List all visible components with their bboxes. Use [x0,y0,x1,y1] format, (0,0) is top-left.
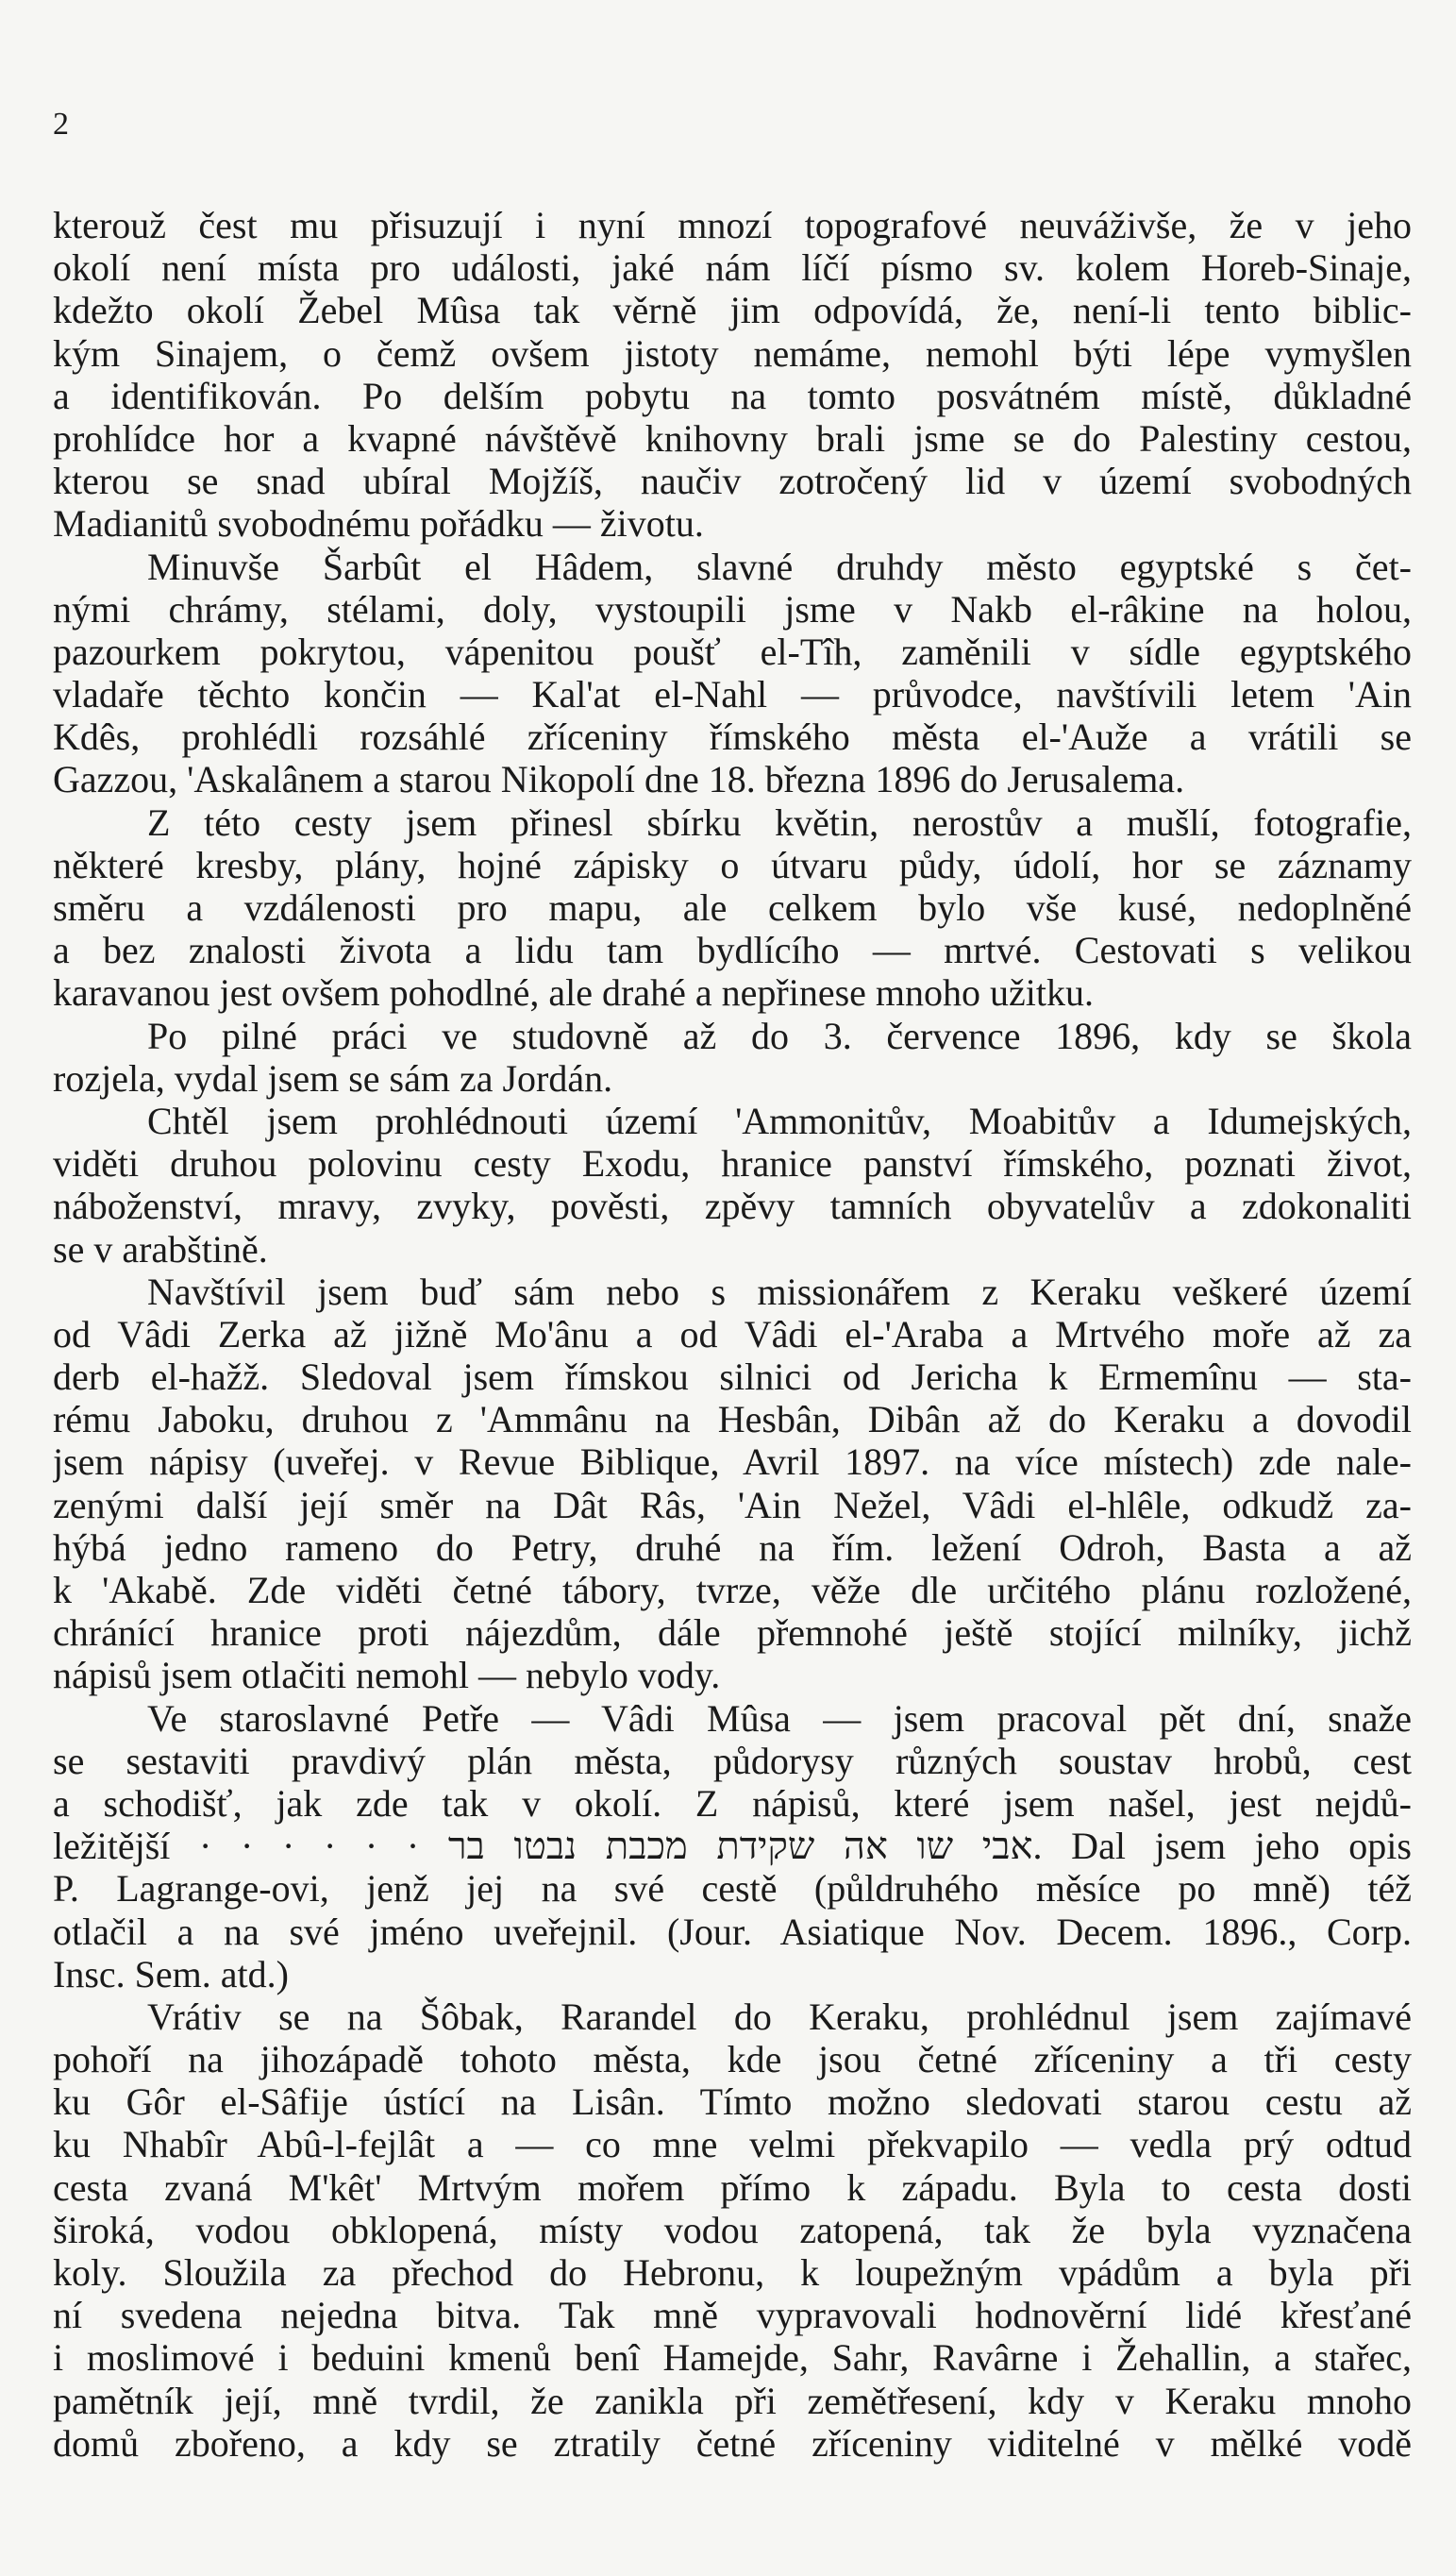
text-line: karavanou jest ovšem pohodlné, ale drahé a nepřinese mnoho užitku. [53,971,1094,1015]
text-line: pohoří na jihozápadě tohoto města, kde jsou četné zříceniny a tři cesty [53,2038,1412,2081]
text-line: se sestaviti pravdivý plán města, půdorysy různých soustav hrobů, cest [53,1739,1412,1782]
text-line: Minuvše Šarbût el Hâdem, slavné druhdy město egyptské s čet- [147,545,1412,588]
text-line: a identifikován. Po delším pobytu na tomto posvátném místě, důkladné [53,374,1412,417]
text-line: směru a vzdálenosti pro mapu, ale celkem bylo vše kusé, nedoplněné [53,886,1412,929]
text-line: koly. Sloužila za přechod do Hebronu, k loupežným vpádům a byla při [53,2251,1412,2294]
text-line: chránící hranice proti nájezdům, dále přemnohé ještě stojící milníky, jichž [53,1611,1412,1655]
text-line: kterouž čest mu přisuzují i nyní mnozí topografové neuváživše, že v jeho [53,204,1412,246]
text-line: Chtěl jsem prohlédnouti území 'Ammonitův, Moabitův a Idumejských, [147,1099,1412,1142]
text-line: od Vâdi Zerka až jižně Mo'ânu a od Vâdi el-'Araba a Mrtvého moře až za [53,1312,1412,1355]
text-line: kdežto okolí Žebel Mûsa tak věrně jim odpovídá, že, není-li tento biblic- [53,289,1412,332]
text-line: rozjela, vydal jsem se sám za Jordán. [53,1056,613,1100]
text-line: zenými další její směr na Dât Râs, 'Ain Nežel, Vâdi el-hlêle, odkudž za- [53,1483,1412,1526]
text-line: a bez znalosti života a lidu tam bydlícího — mrtvé. Cestovati s velikou [53,929,1412,972]
text-line: kým Sinajem, o čemž ovšem jistoty nemáme, nemohl býti lépe vymyšlen [53,331,1412,375]
text-line: Insc. Sem. atd.) [53,1952,289,1995]
text-line: domů zbořeno, a kdy se ztratily četné zříceniny viditelné v mělké vodě [53,2421,1412,2465]
text-line: široká, vodou obklopená, místy vodou zatopená, tak že byla vyznačena [53,2208,1412,2251]
text-line: některé kresby, plány, hojné zápisky o útvaru půdy, údolí, hor se záznamy [53,843,1412,886]
text-line: otlačil a na své jméno uveřejnil. (Jour. Asiatique Nov. Decem. 1896., Corp. [53,1910,1412,1953]
text-line: okolí není místa pro události, jaké nám líčí písmo sv. kolem Horeb-Sinaje, [53,246,1412,290]
text-line: cesta zvaná M'kêt' Mrtvým mořem přímo k západu. Byla to cesta dosti [53,2165,1412,2209]
text-line: vladaře těchto končin — Kal'at el-Nahl — průvodce, navštívili letem 'Ain [53,673,1412,716]
text-line: Z této cesty jsem přinesl sbírku květin, nerostův a mušlí, fotografie, [147,800,1412,844]
text-line: nými chrámy, stélami, doly, vystoupili jsme v Nakb el-râkine na holou, [53,587,1412,631]
text-line: ku Gôr el-Sâfije ústící na Lisân. Tímto možno sledovati starou cestu až [53,2080,1412,2124]
text-line: Ve staroslavné Petře — Vâdi Mûsa — jsem pracoval pět dní, snaže [147,1696,1412,1740]
text-line: ležitější · · · · · · אבי שו אה שקידת מכבת נבטו בר. Dal jsem jeho opis [53,1825,1412,1868]
text-line: Gazzou, 'Askalânem a starou Nikopolí dne 18. března 1896 do Jerusalema. [53,758,1185,801]
text-line: Kdês, prohlédli rozsáhlé zříceniny římského města el-'Auže a vrátili se [53,716,1412,759]
body-text [53,204,1412,2465]
text-line: jsem nápisy (uveřej. v Revue Biblique, Avril 1897. na více místech) zde nale- [53,1440,1412,1484]
text-line: prohlídce hor a kvapné návštěvě knihovny brali jsme se do Palestiny cestou, [53,416,1412,460]
page-number: 2 [53,107,69,142]
text-line: Madianitů svobodnému pořádku — životu. [53,502,704,546]
text-line: náboženství, mravy, zvyky, pověsti, zpěvy tamních obyvatelův a zdokonaliti [53,1185,1412,1228]
text-line: derb el-hažž. Sledoval jsem římskou silnici od Jericha k Ermemînu — sta- [53,1355,1412,1399]
text-line: hýbá jedno rameno do Petry, druhé na řím. ležení Odroh, Basta a až [53,1525,1412,1569]
text-line: pazourkem pokrytou, vápenitou poušť el-Tîh, zaměnili v sídle egyptského [53,630,1412,673]
text-line: se v arabštině. [53,1227,268,1271]
text-line: k 'Akabě. Zde viděti četné tábory, tvrze, věže dle určitého plánu rozložené, [53,1569,1412,1611]
text-line: a schodišť, jak zde tak v okolí. Z nápisů, které jsem našel, jest nejdů- [53,1781,1412,1825]
text-line: Vrátiv se na Šôbak, Rarandel do Keraku, prohlédnul jsem zajímavé [147,1995,1412,2038]
text-line: ku Nhabîr Abû-l-fejlât a — co mne velmi překvapilo — vedla prý odtud [53,2123,1412,2166]
text-line: ní svedena nejedna bitva. Tak mně vypravovali hodnověrní lidé křesťané [53,2294,1412,2337]
text-line: nápisů jsem otlačiti nemohl — nebylo vody. [53,1654,721,1697]
text-line: rému Jaboku, druhou z 'Ammânu na Hesbân, Dibân až do Keraku a dovodil [53,1398,1412,1441]
text-line: Po pilné práci ve studovně až do 3. července 1896, kdy se škola [147,1014,1412,1057]
text-line: P. Lagrange-ovi, jenž jej na své cestě (půldruhého měsíce po mně) též [53,1867,1412,1911]
text-line: i moslimové i beduini kmenů benî Hamejde, Sahr, Ravârne i Žehallin, a stařec, [53,2336,1412,2380]
text-line: viděti druhou polovinu cesty Exodu, hranice panství římského, poznati život, [53,1142,1412,1186]
text-line: Navštívil jsem buď sám nebo s missionářem z Keraku veškeré území [147,1270,1412,1313]
text-line: kterou se snad ubíral Mojžíš, naučiv zotročený lid v území svobodných [53,460,1412,503]
text-line: pamětník její, mně tvrdil, že zanikla při zemětřesení, kdy v Keraku mnoho [53,2379,1412,2422]
